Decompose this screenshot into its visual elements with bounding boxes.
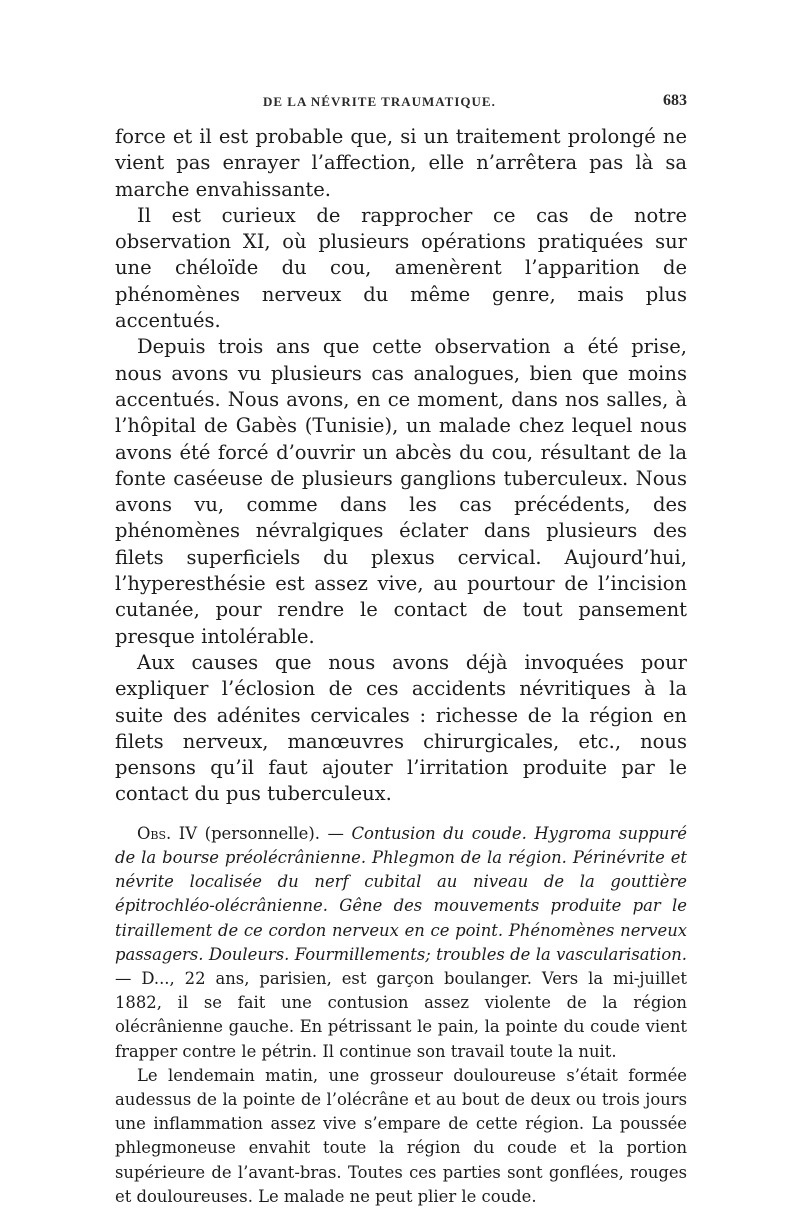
paragraph-causes: Aux causes que nous avons déjà invoquées pour expliquer l’éclosion de ces accidents névritiques à la suite des adénites cervicales : richesse de la région en filets nerveux, manœuvres chirurgicales, etc., nous pensons qu’il faut ajouter l’irritation produite par le contact du pus tuberculeux. [115,650,687,806]
observation-paragraph [115,822,687,1064]
observation-text: — D..., 22 ans, parisien, est garçon boulanger. Vers la mi-juillet 1882, il se fait une contusion assez violente de la région olécrânienne gauche. En pétrissant le pain, la pointe du coude vient frapper contre le pétrin. Il continue son travail toute la nuit. [115,968,687,1061]
running-header [115,92,687,122]
observation-label: Obs. IV [137,823,198,843]
observation-block [115,822,687,1209]
main-text [115,124,687,808]
running-title: DE LA NÉVRITE TRAUMATIQUE. [263,94,496,109]
paragraph-observation-xi: Il est curieux de rapprocher ce cas de notre observation XI, où plusieurs opérations pratiquées sur une chéloïde du cou, amenèrent l’apparition de phénomènes nerveux du même genre, mais plus accentués. [115,203,687,333]
book-page [115,92,687,1209]
page-number: 683 [663,92,687,109]
observation-title: Contusion du coude. Hygroma suppuré de la bourse préolécrânienne. Phlegmon de la région. Périnévrite et névrite localisée du nerf cubital au niveau de la gouttière épitrochléo-olécrânienne. Gêne des mouvements produite par le tiraillement de ce cordon nerveux en ce point. Phénomènes nerveux passagers. Douleurs. Fourmillements; troubles de la vascularisation. [115,823,687,964]
paragraph-analogous-cases: Depuis trois ans que cette observation a été prise, nous avons vu plusieurs cas analogues, bien que moins accentués. Nous avons, en ce moment, dans nos salles, à l’hôpital de Gabès (Tunisie), un malade chez lequel nous avons été forcé d’ouvrir un abcès du cou, résultant de la fonte caséeuse de plusieurs ganglions tuberculeux. Nous avons vu, comme dans les cas précédents, des phénomènes névralgiques éclater dans plusieurs des filets superficiels du plexus cervical. Aujourd’hui, l’hyperesthésie est assez vive, au pourtour de l’incision cutanée, pour rendre le contact de tout pansement presque intolérable. [115,335,687,648]
paragraph-continuation: force et il est probable que, si un traitement prolongé ne vient pas enrayer l’affection, elle n’arrêtera pas là sa marche envahissante. [115,125,687,201]
observation-paragraph-2: Le lendemain matin, une grosseur douloureuse s’était formée audessus de la pointe de l’olécrâne et au bout de deux ou trois jours une inflammation assez vive s’empare de cette région. La poussée phlegmoneuse envahit toute la région du coude et la portion supérieure de l’avant-bras. Toutes ces parties sont gonflées, rouges et douloureuses. Le malade ne peut plier le coude. [115,1065,687,1206]
observation-source: (personnelle). — [197,823,352,843]
